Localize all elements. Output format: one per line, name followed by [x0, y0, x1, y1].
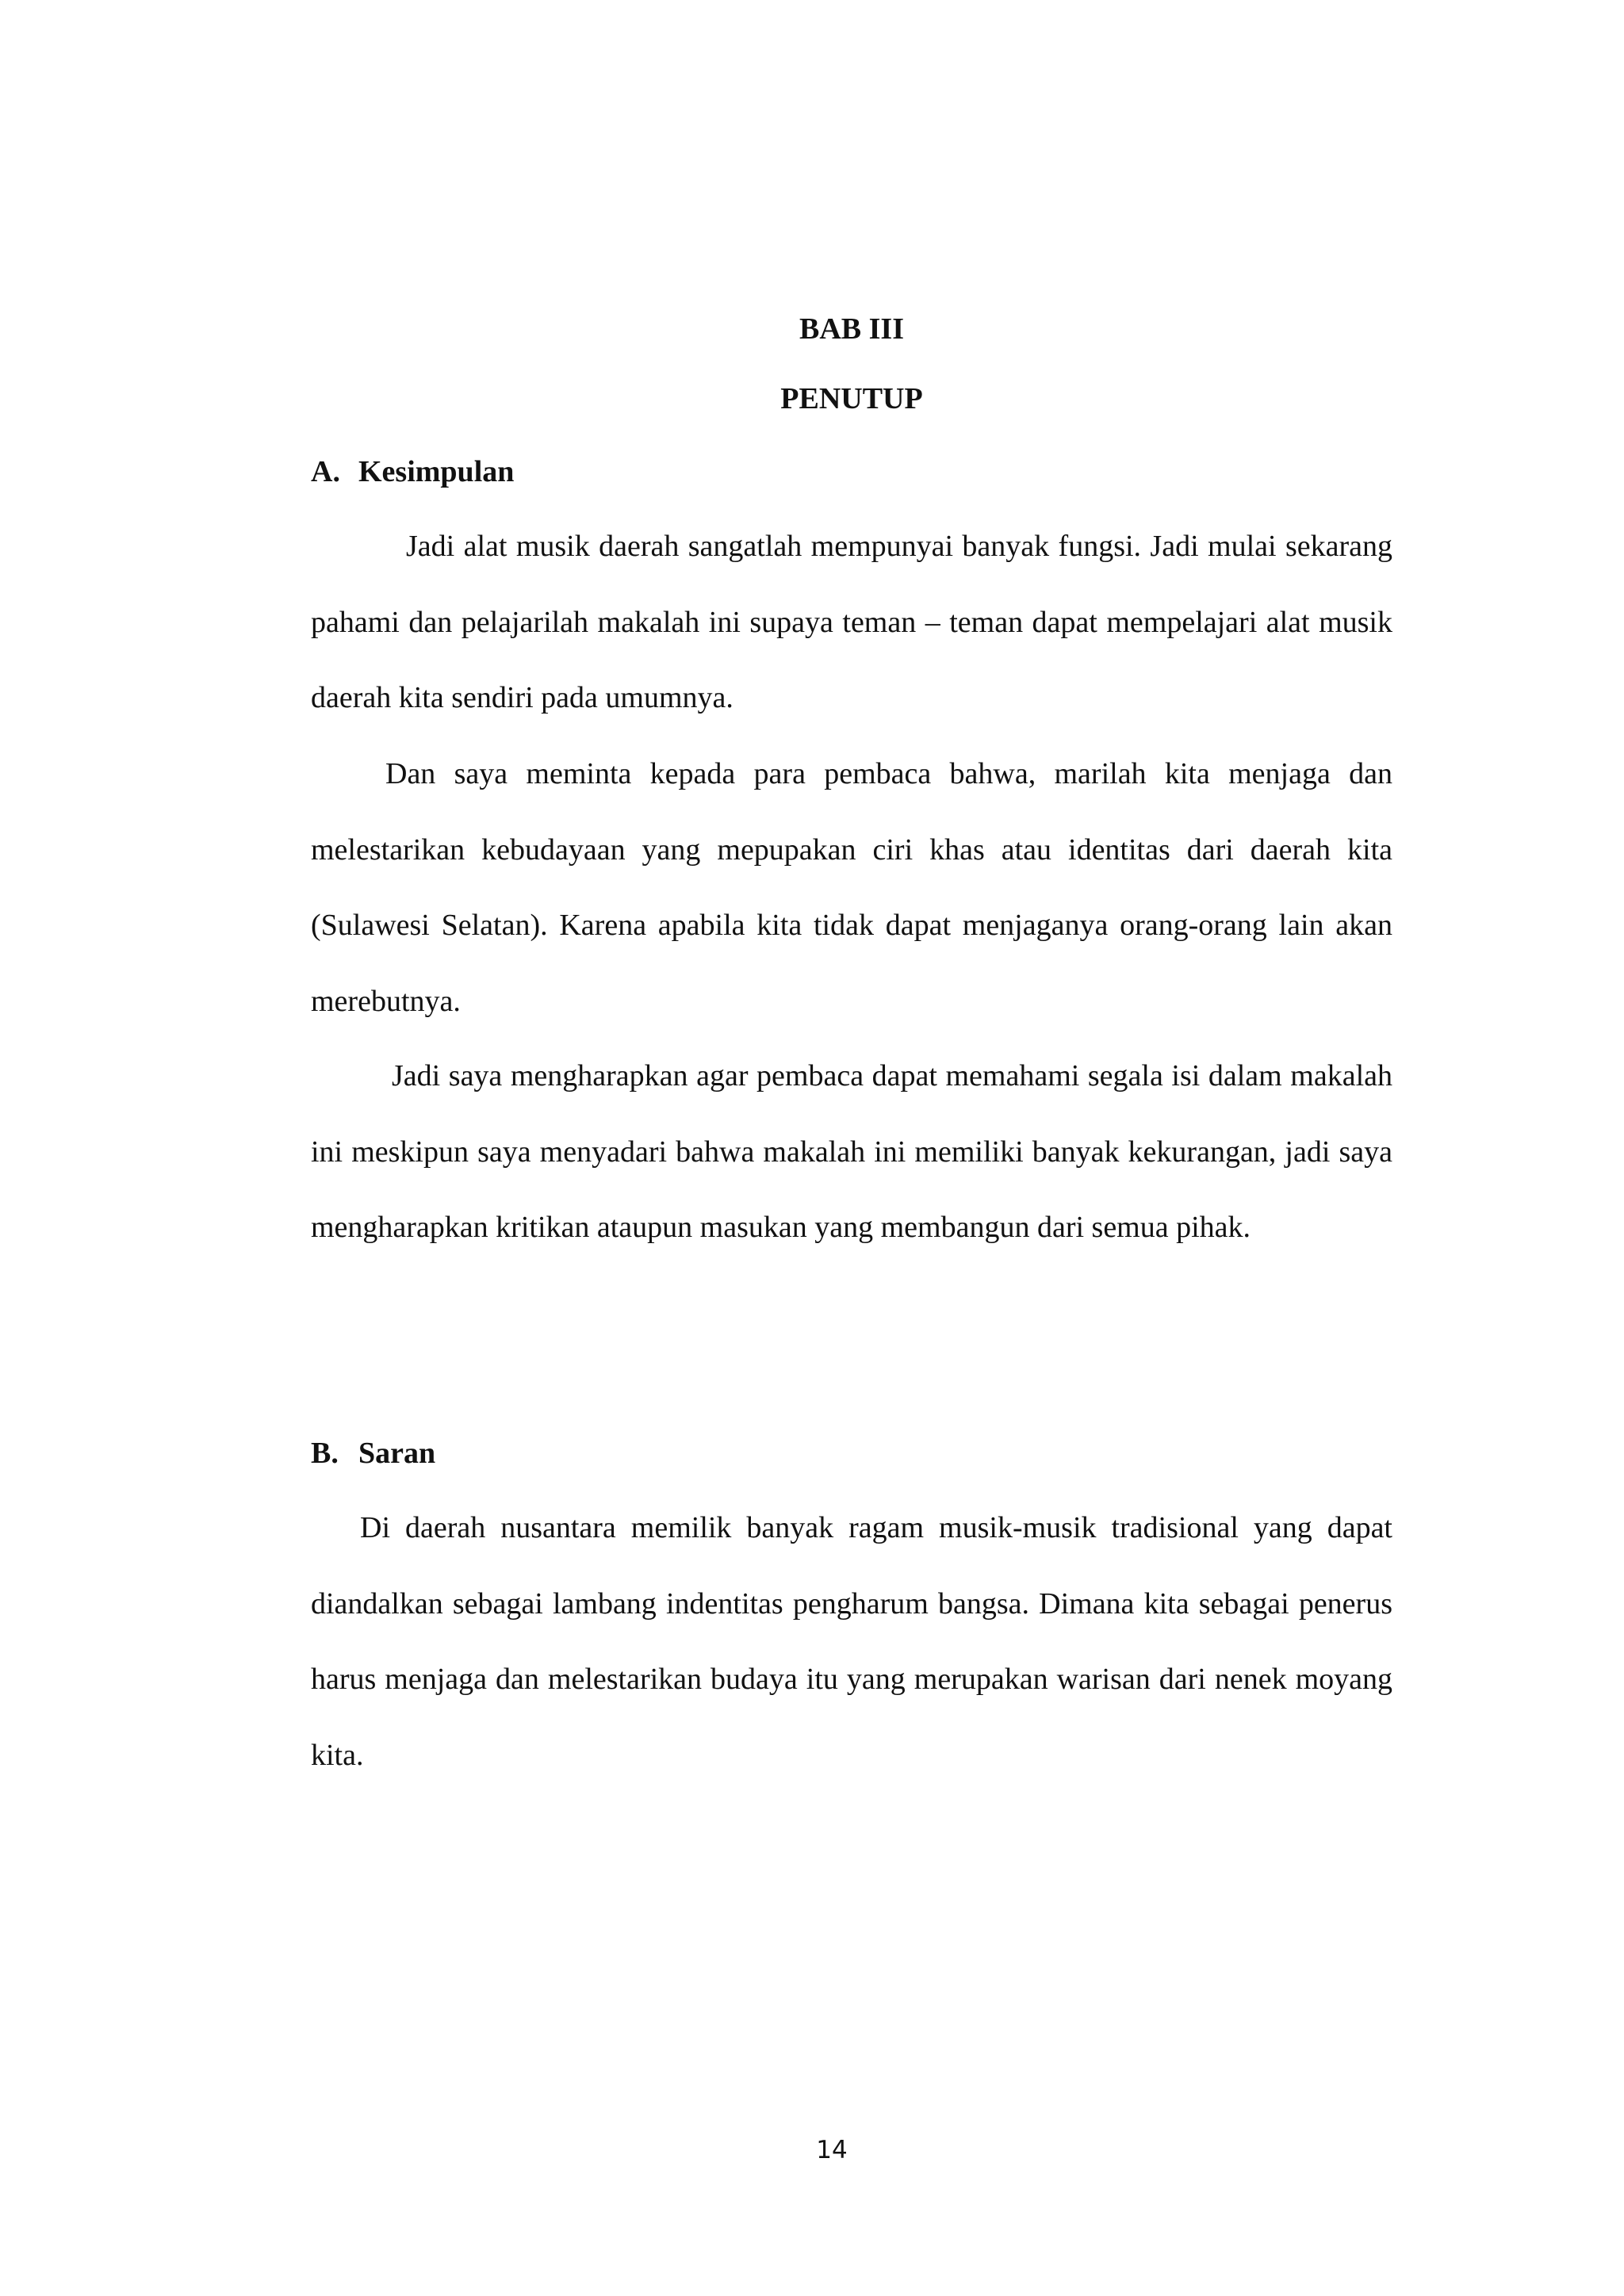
section-heading-kesimpulan — [311, 453, 514, 490]
section-title: Saran — [358, 1437, 436, 1470]
section-letter: A. — [311, 455, 340, 488]
section-letter: B. — [311, 1437, 339, 1470]
section-title: Kesimpulan — [358, 455, 515, 488]
paragraph: Jadi alat musik daerah sangatlah mempunyai banyak fungsi. Jadi mulai sekarang pahami dan pelajarilah makalah ini supaya teman – teman dapat mempelajari alat musik daerah kita sendiri pada umumnya. — [311, 530, 1392, 714]
chapter-title: PENUTUP — [780, 382, 923, 415]
paragraph: Di daerah nusantara memilik banyak ragam musik-musik tradisional yang dapat diandalkan sebagai lambang indentitas pengharum bangsa. Dimana kita sebagai penerus harus menjaga dan melestarikan budaya itu yang merupakan warisan dari nenek moyang kita. — [311, 1511, 1392, 1772]
chapter-label: BAB III — [799, 312, 904, 346]
section-heading-saran — [311, 1435, 435, 1471]
page-number: 14 — [816, 2136, 848, 2164]
paragraph: Dan saya meminta kepada para pembaca bahwa, marilah kita menjaga dan melestarikan kebudayaan yang mepupakan ciri khas atau identitas dari daerah kita (Sulawesi Selatan). Karena apabila kita tidak dapat menjaganya orang-orang lain akan merebutnya. — [311, 757, 1392, 1018]
paragraph: Jadi saya mengharapkan agar pembaca dapat memahami segala isi dalam makalah ini meskipun saya menyadari bahwa makalah ini memiliki banyak kekurangan, jadi saya mengharapkan kritikan ataupun masukan yang membangun dari semua pihak. — [311, 1059, 1392, 1244]
